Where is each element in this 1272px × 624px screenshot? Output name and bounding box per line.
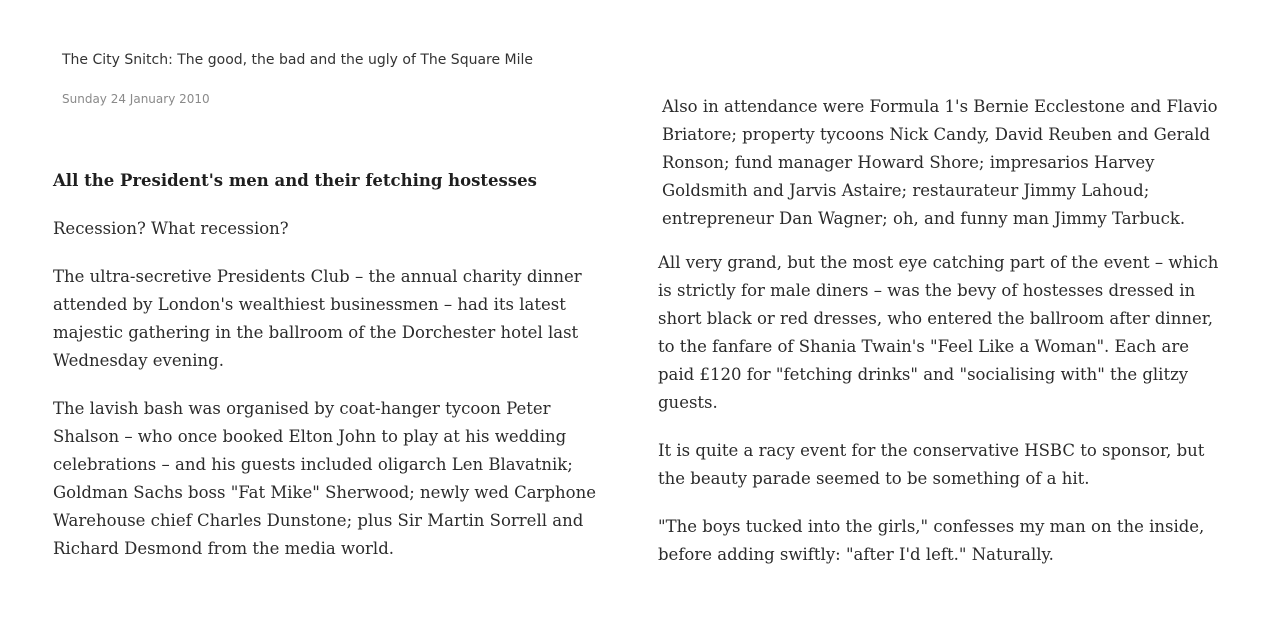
article-paragraph: Also in attendance were Formula 1's Bernie Ecclestone and Flavio Briatore; property tycoons Nick Candy, David Reuben and Gerald Ronson; fund manager Howard Shore; impresarios Harvey Goldsmith and Jarvis Astaire; restaurateur Jimmy Lahoud; entrepreneur Dan Wagner; oh, and funny man Jimmy Tarbuck. [662, 97, 1218, 228]
article-column-left [53, 167, 613, 583]
article-paragraph: All very grand, but the most eye catching part of the event – which is strictly for male diners – was the bevy of hostesses dressed in short black or red dresses, who entered the ballroom after dinner, to the fanfare of Shania Twain's "Feel Like a Woman". Each are paid £120 for "fetching drinks" and "socialising with" the glitzy guests. [658, 253, 1219, 412]
article-paragraph: The ultra-secretive Presidents Club – the annual charity dinner attended by London's wealthiest businessmen – had its latest majestic gathering in the ballroom of the Dorchester hotel last Wednesday evening. [53, 267, 582, 370]
section-kicker: The City Snitch: The good, the bad and the ugly of The Square Mile [62, 52, 534, 68]
article-paragraph: Recession? What recession? [53, 219, 289, 238]
article-headline: All the President's men and their fetching hostesses [53, 171, 537, 190]
article-paragraph: It is quite a racy event for the conservative HSBC to sponsor, but the beauty parade seemed to be something of a hit. [658, 441, 1205, 488]
article-column-right [658, 93, 1228, 589]
article-paragraph: The lavish bash was organised by coat-hanger tycoon Peter Shalson – who once booked Elton John to play at his wedding celebrations – and his guests included oligarch Len Blavatnik; Goldman Sachs boss "Fat Mike" Sherwood; newly wed Carphone Warehouse chief Charles Dunstone; plus Sir Martin Sorrell and Richard Desmond from the media world. [53, 399, 596, 558]
article-date: Sunday 24 January 2010 [62, 92, 210, 106]
article-paragraph: "The boys tucked into the girls," confesses my man on the inside, before adding swiftly: "after I'd left." Naturally. [658, 517, 1205, 564]
